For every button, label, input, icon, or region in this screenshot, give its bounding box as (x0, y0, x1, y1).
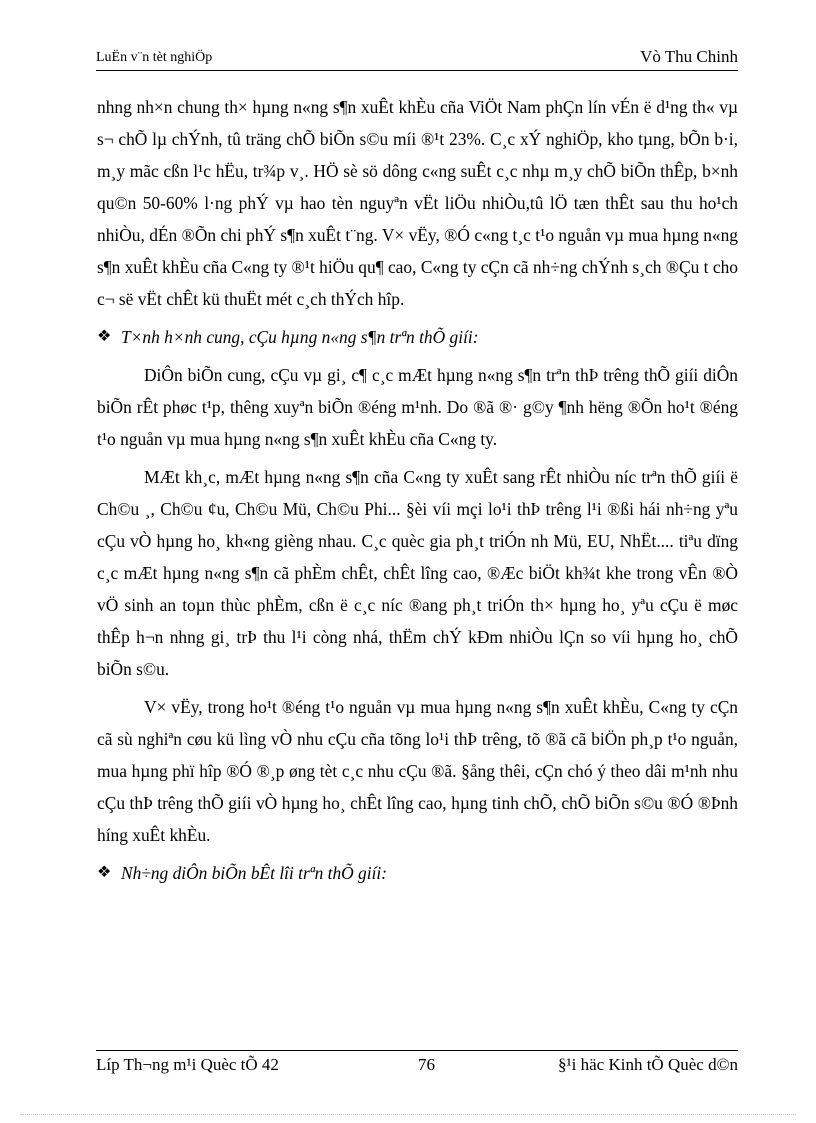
page-body (97, 91, 738, 889)
footer-university: §¹i häc Kinh tÕ Quèc d©n (558, 1055, 738, 1074)
bullet-heading-text: T×nh h×nh cung, cÇu hµng n«ng s¶n trªn thÕ giíi: (121, 327, 479, 347)
body-paragraph: nhng nh×n chung th× hµng n«ng s¶n xuÊt khÈu cña ViÖt Nam phÇn lín vÉn ë d¹ng th« vµ s¬ chÕ lµ chÝnh, tû träng chÕ biÕn s©u míi ®¹t 23%. C¸c xÝ nghiÖp, kho tµng, bÕn b·i, m¸y mãc cßn l¹c hËu, tr¾p v¸. HÖ sè sö dông c«ng suÊt c¸c nhµ m¸y chÕ biÕn thÊp, b×nh qu©n 50-60% l·ng phÝ vµ hao tèn nguyªn vËt liÖu nhiÒu,tû lÖ tæn thÊt sau thu ho¹ch nhiÒu, dÉn ®Õn chi phÝ s¶n xuÊt t¨ng. V× vËy, ®Ó c«ng t¸c t¹o nguån vµ mua hµng n«ng s¶n xuÊt khÈu cña C«ng ty ®¹t hiÖu qu¶ cao, C«ng ty cÇn cã nh÷ng chÝnh s¸ch ®Çu t cho c¬ së vËt chÊt kü thuËt mét c¸ch thÝch hîp. (97, 97, 738, 309)
header-author: Vò Thu Chinh (640, 47, 738, 66)
bullet-heading (97, 321, 738, 353)
header-document-type: LuËn v¨n tèt nghiÖp (96, 50, 213, 65)
body-paragraph: MÆt kh¸c, mÆt hµng n«ng s¶n cña C«ng ty xuÊt sang rÊt nhiÒu níc trªn thÕ giíi ë Ch©u ¸, Ch©u ¢u, Ch©u Mü, Ch©u Phi... §èi víi mçi lo¹i thÞ trêng l¹i ®ßi hái nh÷ng yªu cÇu vÒ hµng ho¸ kh«ng gièng nhau. C¸c quèc gia ph¸t triÓn nh Mü, EU, NhËt.... tiªu dïng c¸c mÆt hµng n«ng s¶n cã phÈm chÊt, chÊt lîng cao, ®Æc biÖt kh¾t khe trong vÊn ®Ò vÖ sinh an toµn thùc phÈm, cßn ë c¸c níc ®ang ph¸t triÓn th× hµng ho¸ yªu cÇu ë møc thÊp h¬n nhng gi¸ trÞ thu l¹i còng nhá, thËm chÝ kÐm nhiÒu lÇn so víi hµng ho¸ chÕ biÕn s©u. (97, 467, 738, 679)
body-paragraph: V× vËy, trong ho¹t ®éng t¹o nguån vµ mua hµng n«ng s¶n xuÊt khÈu, C«ng ty cÇn cã sù nghiªn cøu kü lìng vÒ nhu cÇu cña tõng lo¹i thÞ trêng, tõ ®ã cã biÖn ph¸p t¹o nguån, mua hµng phï hîp ®Ó ®¸p øng tèt c¸c nhu cÇu ®ã. §ång thêi, cÇn chó ý theo dâi m¹nh nhu cÇu thÞ trêng thÕ giíi vÒ hµng ho¸ chÊt lîng cao, hµng tinh chÕ, chÕ biÕn s©u ®Ó ®Þnh híng xuÊt khÈu. (97, 697, 738, 845)
page-bottom-edge (20, 1114, 796, 1115)
page-footer (96, 1050, 738, 1081)
page-header (96, 44, 738, 71)
diamond-bullet-icon: ❖ (97, 328, 112, 345)
bullet-heading (97, 857, 738, 889)
body-paragraph: DiÔn biÕn cung, cÇu vµ gi¸ c¶ c¸c mÆt hµng n«ng s¶n trªn thÞ trêng thÕ giíi diÔn biÕn rÊt phøc t¹p, thêng xuyªn biÕn ®éng m¹nh. Do ®ã ®· g©y ¶nh hëng ®Õn ho¹t ®éng t¹o nguån vµ mua hµng n«ng s¶n xuÊt khÈu cña C«ng ty. (97, 365, 738, 449)
diamond-bullet-icon: ❖ (97, 864, 112, 881)
bullet-heading-text: Nh÷ng diÔn biÕn bÊt lîi trªn thÕ giíi: (121, 863, 388, 883)
page-number: 76 (418, 1055, 435, 1074)
footer-class-name: Líp Th¬ng m¹i Quèc tÕ 42 (96, 1055, 279, 1074)
